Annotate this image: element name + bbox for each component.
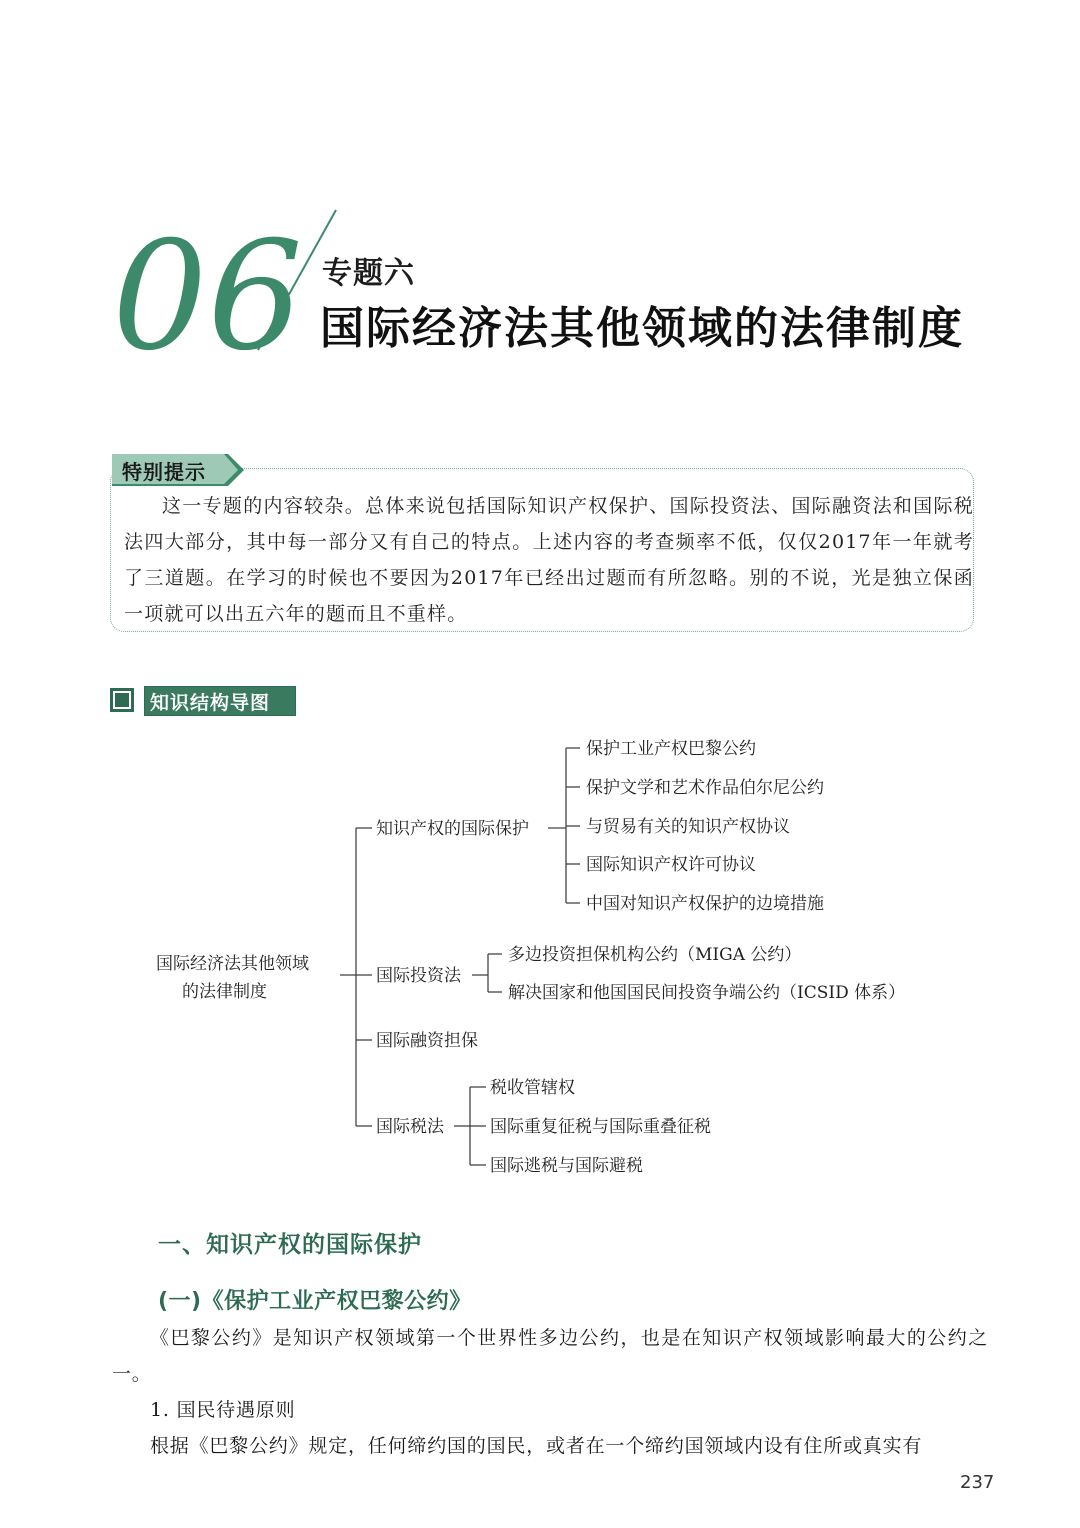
tip-body (124, 488, 974, 632)
mindmap-root-line2: 的法律制度 (182, 982, 267, 1002)
mindmap-leaf: 保护工业产权巴黎公约 (586, 739, 756, 759)
mindmap-branch-investment: 国际投资法 (376, 966, 461, 986)
knowledge-structure-label: 知识结构导图 (150, 692, 271, 714)
mindmap-leaf: 保护文学和艺术作品伯尔尼公约 (586, 778, 824, 798)
mindmap-leaf: 税收管辖权 (490, 1078, 575, 1098)
tip-paragraph: 这一专题的内容较杂。总体来说包括国际知识产权保护、国际投资法、国际融资法和国际税法四大部分，其中每一部分又有自己的特点。上述内容的考查频率不低，仅仅2017年一年就考了三道题。在学习的时候也不要因为2017年已经出过题而有所忽略。别的不说，光是独立保函一项就可以出五六年的题而且不重样。 (124, 495, 974, 625)
mindmap-leaf: 国际知识产权许可协议 (586, 855, 756, 875)
body-paragraph: 《巴黎公约》是知识产权领域第一个世界性多边公约，也是在知识产权领域影响最大的公约之一。 (112, 1327, 988, 1385)
mindmap-leaf: 中国对知识产权保护的边境措施 (586, 894, 824, 914)
mindmap-leaf: 与贸易有关的知识产权协议 (586, 817, 790, 837)
section-heading: 一、知识产权的国际保护 (158, 1232, 422, 1258)
chapter-kicker: 专题六 (322, 256, 415, 291)
page-number: 237 (960, 1472, 995, 1493)
body-list-item: 1. 国民待遇原则 (150, 1399, 296, 1421)
section-marker-inner (115, 693, 129, 707)
body-paragraph: 根据《巴黎公约》规定，任何缔约国的国民，或者在一个缔约国领域内设有住所或真实有 (150, 1435, 923, 1457)
chapter-number-graphic (108, 200, 348, 380)
body-text (112, 1320, 988, 1464)
mindmap-root-line1: 国际经济法其他领域 (156, 954, 309, 974)
mindmap-leaf: 国际重复征税与国际重叠征税 (490, 1117, 711, 1137)
tip-label: 特别提示 (122, 460, 206, 484)
mindmap-branch-financing: 国际融资担保 (376, 1031, 478, 1051)
mindmap-branch-tax: 国际税法 (376, 1117, 444, 1137)
chapter-title: 国际经济法其他领域的法律制度 (320, 303, 964, 354)
mindmap-leaf: 国际逃税与国际避税 (490, 1156, 643, 1176)
mindmap-branch-ip: 知识产权的国际保护 (376, 819, 529, 839)
knowledge-mindmap (0, 720, 1080, 1200)
chapter-number: 06 (112, 210, 303, 380)
subsection-heading: (一)《保护工业产权巴黎公约》 (158, 1289, 472, 1314)
mindmap-leaf: 多边投资担保机构公约（MIGA 公约） (508, 945, 802, 965)
mindmap-leaf: 解决国家和他国国民间投资争端公约（ICSID 体系） (508, 983, 906, 1003)
